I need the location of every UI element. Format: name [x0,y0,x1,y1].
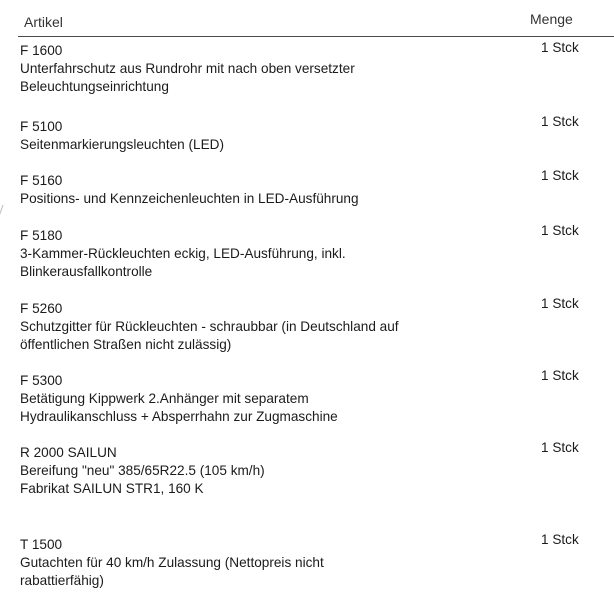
article-description-line: rabattierfähig) [20,573,104,588]
article-quantity: 1 Stck [541,532,579,547]
article-code: F 5260 [20,301,63,316]
article-code: F 5160 [20,173,63,188]
article-description-line: Bereifung "neu" 385/65R22.5 (105 km/h) [20,463,265,478]
article-description-line: Unterfahrschutz aus Rundrohr mit nach oben versetzter [20,61,355,76]
article-item [20,42,600,96]
article-quantity: 1 Stck [541,114,579,129]
article-code: F 5300 [20,373,63,388]
article-quantity: 1 Stck [541,440,579,455]
header-divider [18,36,614,37]
article-quantity: 1 Stck [541,40,579,55]
article-description-line: öffentlichen Straßen nicht zulässig) [20,337,232,352]
article-item [20,118,600,154]
article-description-line: Positions- und Kennzeichenleuchten in LED-Ausführung [20,191,359,206]
article-code: F 1600 [20,43,63,58]
scan-artifact [0,205,10,219]
article-description-line: Beleuchtungseinrichtung [20,79,169,94]
article-code: T 1500 [20,537,63,552]
article-item [20,372,600,426]
article-item [20,172,600,208]
article-quantity: 1 Stck [541,223,579,238]
article-description-line: Betätigung Kippwerk 2.Anhänger mit separatem [20,391,309,406]
article-item [20,536,600,590]
article-description-line: Hydraulikanschluss + Absperrhahn zur Zugmaschine [20,409,338,424]
article-description-line: Schutzgitter für Rückleuchten - schraubbar (in Deutschland auf [20,319,399,334]
article-item [20,227,600,281]
article-code: F 5100 [20,119,63,134]
article-item [20,444,600,498]
column-header-article: Artikel [24,14,63,30]
article-code: F 5180 [20,228,63,243]
article-description-line: 3-Kammer-Rückleuchten eckig, LED-Ausführung, inkl. [20,246,346,261]
article-quantity: 1 Stck [541,368,579,383]
column-header-quantity: Menge [530,11,573,27]
article-description-line: Seitenmarkierungsleuchten (LED) [20,137,225,152]
article-quantity: 1 Stck [541,168,579,183]
article-quantity: 1 Stck [541,296,579,311]
article-item [20,300,600,354]
article-code: R 2000 SAILUN [20,445,117,460]
article-description-line: Blinkerausfallkontrolle [20,264,153,279]
article-description-line: Fabrikat SAILUN STR1, 160 K [20,481,204,496]
article-description-line: Gutachten für 40 km/h Zulassung (Nettopreis nicht [20,555,324,570]
